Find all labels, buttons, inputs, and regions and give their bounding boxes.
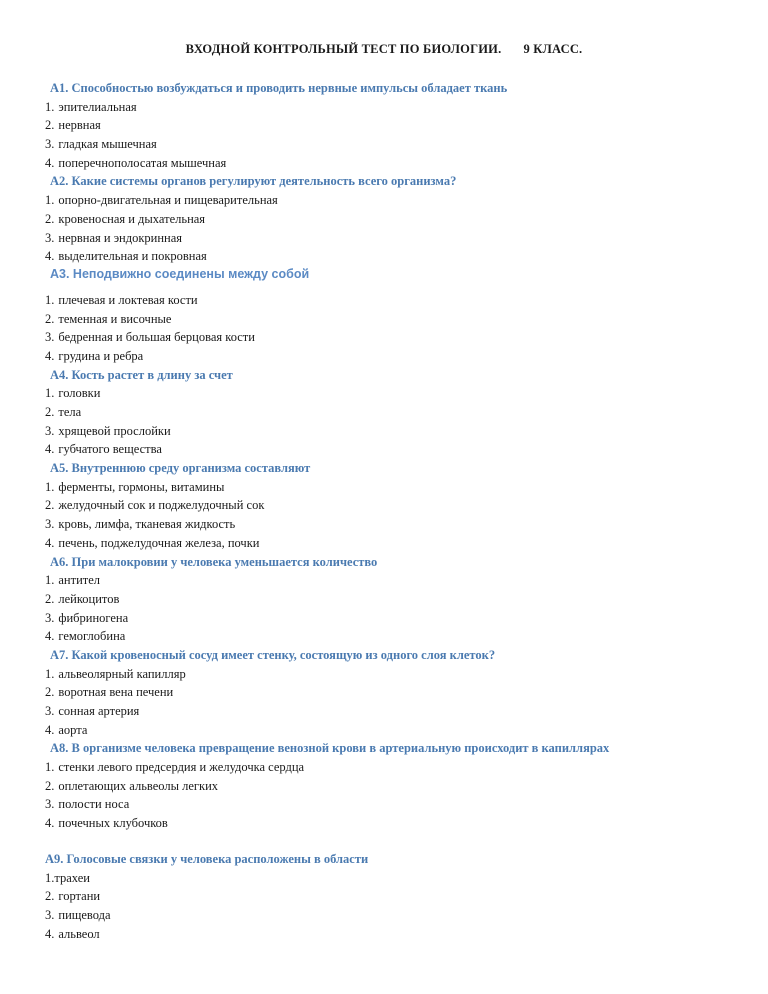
answer-option — [45, 154, 748, 173]
answer-option — [45, 247, 748, 266]
option-text: кровеносная и дыхательная — [58, 211, 206, 226]
option-text: эпителиальная — [58, 99, 137, 114]
answer-option — [45, 869, 748, 888]
answer-option — [45, 665, 748, 684]
option-number: 4. — [45, 816, 55, 831]
option-text: печень, поджелудочная железа, почки — [58, 535, 260, 550]
answer-option — [45, 590, 748, 609]
option-text: полости носа — [58, 797, 130, 812]
answer-option — [45, 515, 748, 534]
option-number: 4. — [45, 155, 55, 170]
option-number: 3. — [45, 797, 55, 812]
option-number: 1. — [45, 99, 55, 114]
option-number: 2. — [45, 311, 55, 326]
option-number: 1. — [45, 760, 55, 775]
option-number: 4. — [45, 722, 55, 737]
option-number: 2. — [45, 405, 55, 419]
option-number: 3. — [45, 330, 55, 345]
option-number: 4. — [45, 629, 55, 644]
answer-option — [45, 116, 748, 135]
answer-option — [45, 403, 748, 422]
option-number: 3. — [45, 907, 55, 922]
answer-option — [45, 440, 748, 459]
answer-option — [45, 683, 748, 702]
option-number: 1. — [45, 386, 55, 401]
answer-option — [45, 328, 748, 347]
answer-option — [45, 534, 748, 553]
option-number: 2. — [45, 498, 55, 513]
option-text: поперечнополосатая мышечная — [58, 155, 227, 170]
option-text: теменная и височные — [58, 311, 172, 326]
answer-option — [45, 98, 748, 117]
option-number: 3. — [45, 517, 55, 532]
option-text: аорта — [58, 722, 88, 737]
question-heading: А5. Внутреннюю среду организма составляют — [50, 461, 311, 476]
option-text: альвеолярный капилляр — [58, 666, 186, 681]
grade-label: 9 КЛАСС. — [523, 42, 583, 56]
option-text: почечных клубочков — [58, 816, 168, 831]
answer-option — [45, 925, 748, 944]
answer-option — [45, 702, 748, 721]
answer-option — [45, 571, 748, 590]
answer-option — [45, 795, 748, 814]
option-text: стенки левого предсердия и желудочка сердца — [58, 760, 305, 775]
option-text: кровь, лимфа, тканевая жидкость — [58, 517, 236, 532]
option-number: 4. — [45, 926, 55, 941]
answer-option — [45, 135, 748, 154]
answer-option — [45, 310, 748, 329]
option-number: 4. — [45, 348, 55, 363]
answer-option — [45, 721, 748, 740]
question-a6 — [45, 553, 748, 646]
option-number: 4. — [45, 535, 55, 550]
question-a9 — [45, 850, 748, 943]
option-text: грудина и ребра — [58, 348, 144, 363]
question-a3 — [45, 266, 748, 366]
option-number: 4. — [45, 249, 55, 264]
answer-option — [45, 814, 748, 833]
option-number: 1. — [45, 193, 55, 208]
option-number: 1. — [45, 292, 55, 307]
option-number: 3. — [45, 423, 55, 438]
option-text: головки — [58, 386, 101, 401]
answer-option — [45, 191, 748, 210]
option-text: сонная артерия — [58, 704, 140, 718]
question-heading: А6. При малокровии у человека уменьшается количество — [50, 554, 378, 569]
option-text: лейкоцитов — [58, 591, 120, 606]
question-heading: А4. Кость растет в длину за счет — [50, 367, 233, 382]
question-a1 — [45, 79, 748, 172]
option-text: опорно-двигательная и пищеварительная — [58, 193, 278, 208]
option-number: 1. — [45, 870, 55, 885]
answer-option — [45, 758, 748, 777]
option-number: 2. — [45, 118, 55, 133]
option-number: 2. — [45, 685, 55, 700]
option-text: выделительная и покровная — [58, 249, 207, 264]
answer-option — [45, 422, 748, 441]
question-a2 — [45, 172, 748, 265]
option-text: нервная — [58, 118, 101, 133]
option-text: оплетающих альвеолы легких — [58, 778, 219, 793]
question-heading: А8. В организме человека превращение венозной крови в артериальную происходит в капиллярах — [50, 741, 610, 756]
option-text: хрящевой прослойки — [58, 423, 171, 438]
answer-option — [45, 609, 748, 628]
option-text: губчатого вещества — [58, 442, 162, 457]
option-number: 2. — [45, 591, 55, 606]
option-text: бедренная и большая берцовая кости — [58, 330, 255, 345]
answer-option — [45, 347, 748, 366]
option-text: воротная вена печени — [58, 685, 174, 700]
option-number: 4. — [45, 442, 55, 457]
option-text: гладкая мышечная — [58, 137, 157, 152]
title-text: ВХОДНОЙ КОНТРОЛЬНЫЙ ТЕСТ ПО БИОЛОГИИ. — [185, 42, 502, 56]
option-number: 1. — [45, 666, 55, 681]
answer-option — [45, 906, 748, 925]
answer-option — [45, 627, 748, 646]
question-heading: А7. Какой кровеносный сосуд имеет стенку, состоящую из одного слоя клеток? — [50, 647, 496, 662]
option-text: трахеи — [54, 870, 90, 885]
question-a8 — [45, 739, 748, 832]
answer-option — [45, 384, 748, 403]
answer-option — [45, 887, 748, 906]
answer-option — [45, 229, 748, 248]
option-number: 3. — [45, 230, 55, 245]
option-number: 1. — [45, 573, 55, 588]
question-heading: А3. Неподвижно соединены между собой — [50, 266, 310, 281]
option-number: 2. — [45, 211, 55, 226]
question-heading: А2. Какие системы органов регулируют деятельность всего организма? — [50, 174, 457, 189]
option-number: 1. — [45, 479, 55, 494]
option-text: фибриногена — [58, 610, 129, 625]
option-text: ферменты, гормоны, витамины — [58, 479, 225, 494]
option-text: плечевая и локтевая кости — [58, 292, 198, 307]
option-text: гемоглобина — [58, 629, 126, 644]
test-content — [45, 79, 748, 943]
option-number: 2. — [45, 889, 55, 904]
option-number: 3. — [45, 137, 55, 152]
page-title — [0, 42, 768, 57]
answer-option — [45, 291, 748, 310]
option-text: гортани — [58, 889, 101, 904]
option-text: альвеол — [58, 926, 100, 941]
question-a4 — [45, 366, 748, 459]
option-text: нервная и эндокринная — [58, 230, 183, 245]
answer-option — [45, 478, 748, 497]
answer-option — [45, 496, 748, 515]
option-text: антител — [58, 573, 101, 588]
option-number: 3. — [45, 610, 55, 625]
question-a5 — [45, 459, 748, 552]
answer-option — [45, 210, 748, 229]
question-heading: А1. Способностью возбуждаться и проводить нервные импульсы обладает ткань — [50, 81, 508, 95]
option-text: тела — [58, 405, 82, 419]
option-text: желудочный сок и поджелудочный сок — [58, 498, 265, 513]
option-number: 2. — [45, 778, 55, 793]
answer-option — [45, 777, 748, 796]
option-number: 3. — [45, 704, 55, 718]
option-text: пищевода — [58, 907, 111, 922]
question-a7 — [45, 646, 748, 739]
question-heading: А9. Голосовые связки у человека расположены в области — [45, 851, 369, 866]
